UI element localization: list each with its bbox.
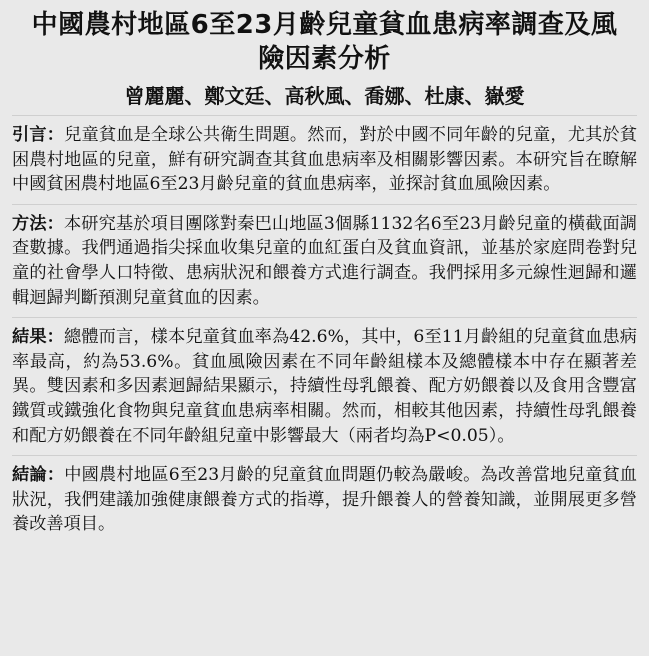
section-introduction bbox=[12, 121, 637, 199]
section-text: 本研究基於項目團隊對秦巴山地區3個縣1132名6至23月齡兒童的橫截面調查數據。我們通過指尖採血收集兒童的血紅蛋白及貧血資訊，並基於家庭問卷對兒童的社會學人口特徵、患病狀況和餵養方式進行調查。我們採用多元線性迴歸和邏輯迴歸判斷預測兒童貧血的因素。 bbox=[12, 213, 637, 308]
section-label: 結論： bbox=[12, 465, 65, 486]
document-title: 中國農村地區6至23月齡兒童貧血患病率調查及風險因素分析 bbox=[31, 10, 618, 74]
section-label: 方法： bbox=[12, 213, 64, 234]
section-label: 結果： bbox=[12, 327, 64, 348]
section-text: 兒童貧血是全球公共衛生問題。然而，對於中國不同年齡的兒童，尤其於貧困農村地區的兒童，鮮有研究調查其貧血患病率及相關影響因素。本研究旨在瞭解中國貧困農村地區6至23月齡兒童的貧血患病率，並探討貧血風險因素。 bbox=[12, 125, 637, 195]
section-label: 引言： bbox=[12, 125, 65, 145]
section-text: 總體而言，樣本兒童貧血率為42.6%，其中，6至11月齡組的兒童貧血患病率最高，約為53.6%。貧血風險因素在不同年齡組樣本及總體樣本中存在顯著差異。雙因素和多因素迴歸結果顯示，持續性母乳餵養、配方奶餵養以及食用含豐富鐵質或鐵強化食物與兒童貧血患病率相關。然而，相較其他因素，持續性母乳餵養和配方奶餵養在不同年齡組兒童中影響最大（兩者均為P<0.05）。 bbox=[12, 327, 637, 446]
divider bbox=[12, 204, 637, 205]
author-list: 曾麗麗、鄭文廷、高秋風、喬娜、杜康、嶽愛 bbox=[124, 84, 525, 108]
section-conclusion bbox=[12, 461, 637, 539]
section-text: 中國農村地區6至23月齡的兒童貧血問題仍較為嚴峻。為改善當地兒童貧血狀況，我們建議加強健康餵養方式的指導，提升餵養人的營養知識，並開展更多營養改善項目。 bbox=[12, 465, 637, 535]
divider bbox=[12, 455, 637, 456]
divider bbox=[12, 115, 637, 116]
divider bbox=[12, 317, 637, 318]
section-results bbox=[12, 323, 637, 450]
section-methods bbox=[12, 210, 637, 312]
